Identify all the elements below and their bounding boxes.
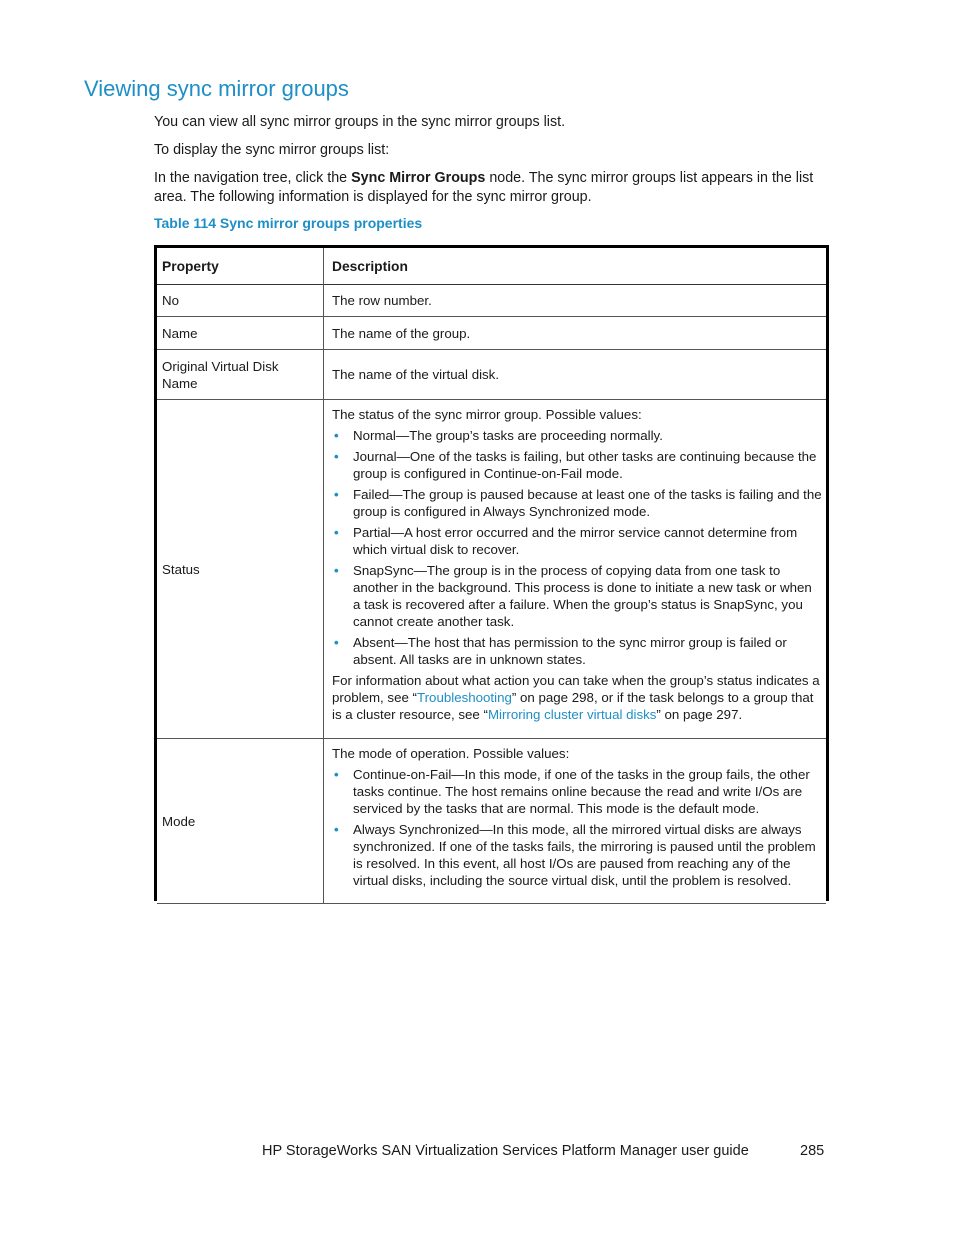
list-item [332,562,822,630]
bullet-icon: • [334,428,339,443]
property-cell: Status [157,400,324,738]
header-description: Description [332,258,408,274]
list-item-text: Continue-on-Fail—In this mode, if one of the tasks in the group fails, the other tasks continue. The host remains online because the read and write I/Os are serviced by the tasks that are normal. This mode is the default mode. [353,767,810,816]
table-row [157,317,826,350]
bullet-icon: • [334,635,339,650]
troubleshooting-link[interactable]: Troubleshooting [417,690,512,705]
bullet-icon: • [334,525,339,540]
list-item [332,448,822,482]
list-item [332,634,822,668]
table-row [157,284,826,317]
note-text: ” on page 298, or if the task belongs to a group that is a cluster resource, see “ [332,690,814,722]
step-prefix: In the navigation tree, click the [154,170,352,186]
header-property: Property [157,248,324,284]
status-note [332,672,822,723]
property-cell: No [157,284,324,316]
table-header-row [157,248,826,285]
mode-intro: The mode of operation. Possible values: [332,746,570,761]
table-caption: Table 114 Sync mirror groups properties [154,215,423,231]
list-item [332,821,822,889]
list-item-text: Partial—A host error occurred and the mirror service cannot determine from which virtual disk to recover. [353,525,798,557]
property-cell: Original Virtual Disk Name [157,350,324,399]
footer-title: HP StorageWorks SAN Virtualization Services Platform Manager user guide [262,1143,749,1159]
note-text: For information about what action you can take when the group’s status indicates a problem, see “ [332,673,820,705]
status-intro: The status of the sync mirror group. Possible values: [332,407,642,422]
description-cell: The name of the group. [332,325,471,341]
description-cell [324,400,826,738]
list-item-text: Journal—One of the tasks is failing, but other tasks are continuing because the group is configured in Continue-on-Fail mode. [353,449,817,481]
mirroring-cluster-link[interactable]: Mirroring cluster virtual disks [487,707,657,722]
list-item [332,524,822,558]
intro-text: You can view all sync mirror groups in the sync mirror groups list. [154,114,566,130]
description-cell [324,739,826,903]
list-item-text: Absent—The host that has permission to the sync mirror group is failed or absent. All tasks are in unknown states. [353,635,787,667]
description-cell: The name of the virtual disk. [332,367,500,382]
bullet-icon: • [334,767,339,782]
table-row-status [157,400,826,739]
list-item-text: Normal—The group’s tasks are proceeding normally. [353,428,663,443]
page-number: 285 [800,1143,825,1159]
list-item-text: Failed—The group is paused because at least one of the tasks is failing and the group is configured in Always Synchronized mode. [353,487,822,519]
bullet-icon: • [334,487,339,502]
properties-table [154,245,829,901]
table-row-mode [157,739,826,904]
property-cell: Mode [157,739,324,903]
sync-mirror-groups-node: Sync Mirror Groups [351,170,486,186]
bullet-icon: • [334,822,339,837]
list-item [332,427,822,444]
mode-values-list [332,766,822,889]
page-title: Viewing sync mirror groups [84,76,349,101]
step-text [154,169,826,207]
to-display-text: To display the sync mirror groups list: [154,142,390,158]
list-item-text: Always Synchronized—In this mode, all the mirrored virtual disks are always synchronized. If one of the tasks fails, the mirroring is paused until the problem is resolved. In this event, all host I/Os are paused from reaching any of the virtual disks, including the source virtual disk, until the problem is resolved. [353,822,816,888]
table-row [157,350,826,400]
bullet-icon: • [334,449,339,464]
step-suffix: node. The sync mirror groups list appears in the list area. The following information is displayed for the sync mirror group. [154,170,814,205]
property-cell: Name [157,317,324,349]
note-text: ” on page 297. [656,707,743,722]
description-cell: The row number. [332,292,432,308]
bullet-icon: • [334,563,339,578]
list-item [332,486,822,520]
status-values-list [332,427,822,668]
list-item [332,766,822,817]
list-item-text: SnapSync—The group is in the process of copying data from one task to another in the background. This process is done to initiate a new task or when a task is recovered after a failure. When the group’s status is SnapSync, you cannot create another task. [353,563,812,629]
